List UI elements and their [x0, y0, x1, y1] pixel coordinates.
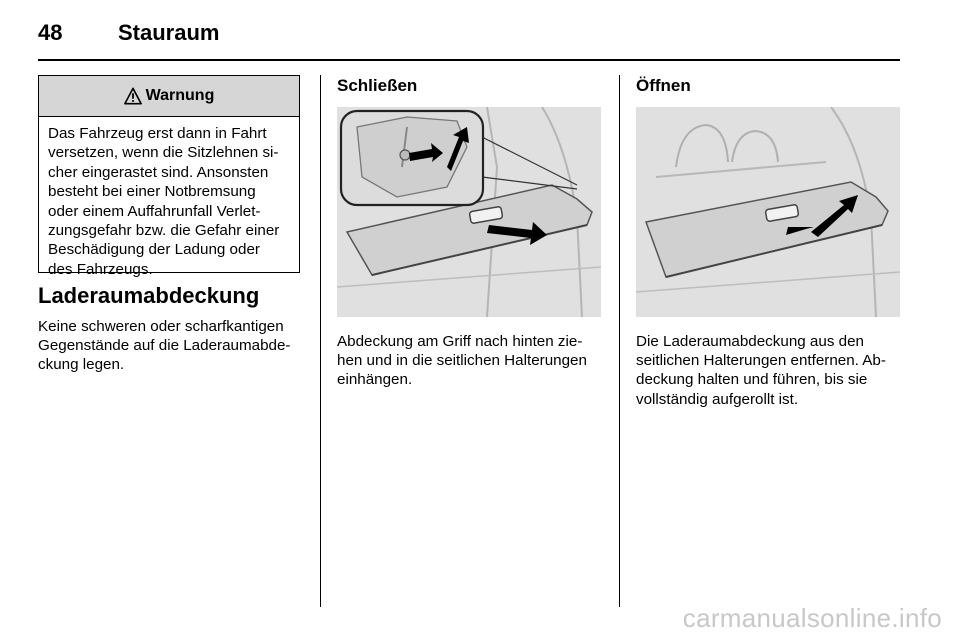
open-heading: Öffnen — [636, 76, 691, 95]
warning-text — [39, 117, 299, 279]
close-figure — [337, 107, 601, 317]
open-caption-line: deckung halten und führen, bis sie — [636, 371, 868, 389]
warning-title: Warnung — [145, 87, 215, 104]
open-caption-line: Die Laderaumabdeckung aus den — [636, 333, 864, 350]
intro-line: Keine schweren oder scharfkantigen — [38, 318, 284, 335]
open-caption — [636, 332, 906, 409]
page-number: 48 — [38, 20, 63, 45]
warning-line: des Fahrzeugs. — [48, 260, 153, 278]
intro-line: Gegenstände auf die Laderaumabde- — [38, 337, 291, 355]
warning-line: Beschädigung der Ladung oder — [48, 241, 260, 259]
close-caption-line: Abdeckung am Griff nach hinten zie- — [337, 333, 583, 350]
close-caption — [337, 332, 607, 390]
section-intro — [38, 317, 306, 375]
warning-line: besteht bei einer Notbremsung — [48, 183, 256, 201]
close-heading: Schließen — [337, 76, 418, 95]
warning-triangle-icon — [124, 87, 142, 105]
close-illustration — [337, 107, 601, 317]
warning-line: versetzen, wenn die Sitzlehnen si- — [48, 144, 279, 162]
intro-line: ckung legen. — [38, 356, 125, 374]
warning-line: cher eingerastet sind. Ansonsten — [48, 163, 269, 181]
column-divider-right — [619, 75, 620, 607]
section-heading: Laderaumabdeckung — [38, 283, 260, 308]
warning-line: zungsgefahr bzw. die Gefahr einer — [48, 222, 280, 240]
page-heading: Stauraum — [118, 20, 220, 45]
warning-line: Das Fahrzeug erst dann in Fahrt — [48, 125, 267, 142]
open-figure — [636, 107, 900, 317]
open-caption-line: seitlichen Halterungen entfernen. Ab- — [636, 352, 886, 370]
warning-box — [38, 75, 300, 278]
close-caption-line: einhängen. — [337, 371, 413, 389]
open-caption-line: vollständig aufgerollt ist. — [636, 390, 799, 408]
column-divider-left — [320, 75, 321, 607]
warning-header — [39, 76, 299, 117]
header-rule — [38, 59, 900, 61]
warning-line: oder einem Auffahrunfall Verlet- — [48, 202, 261, 220]
close-caption-line: hen und in die seitlichen Halterungen — [337, 352, 587, 370]
watermark: carmanualsonline.info — [682, 603, 942, 633]
open-illustration — [636, 107, 900, 317]
